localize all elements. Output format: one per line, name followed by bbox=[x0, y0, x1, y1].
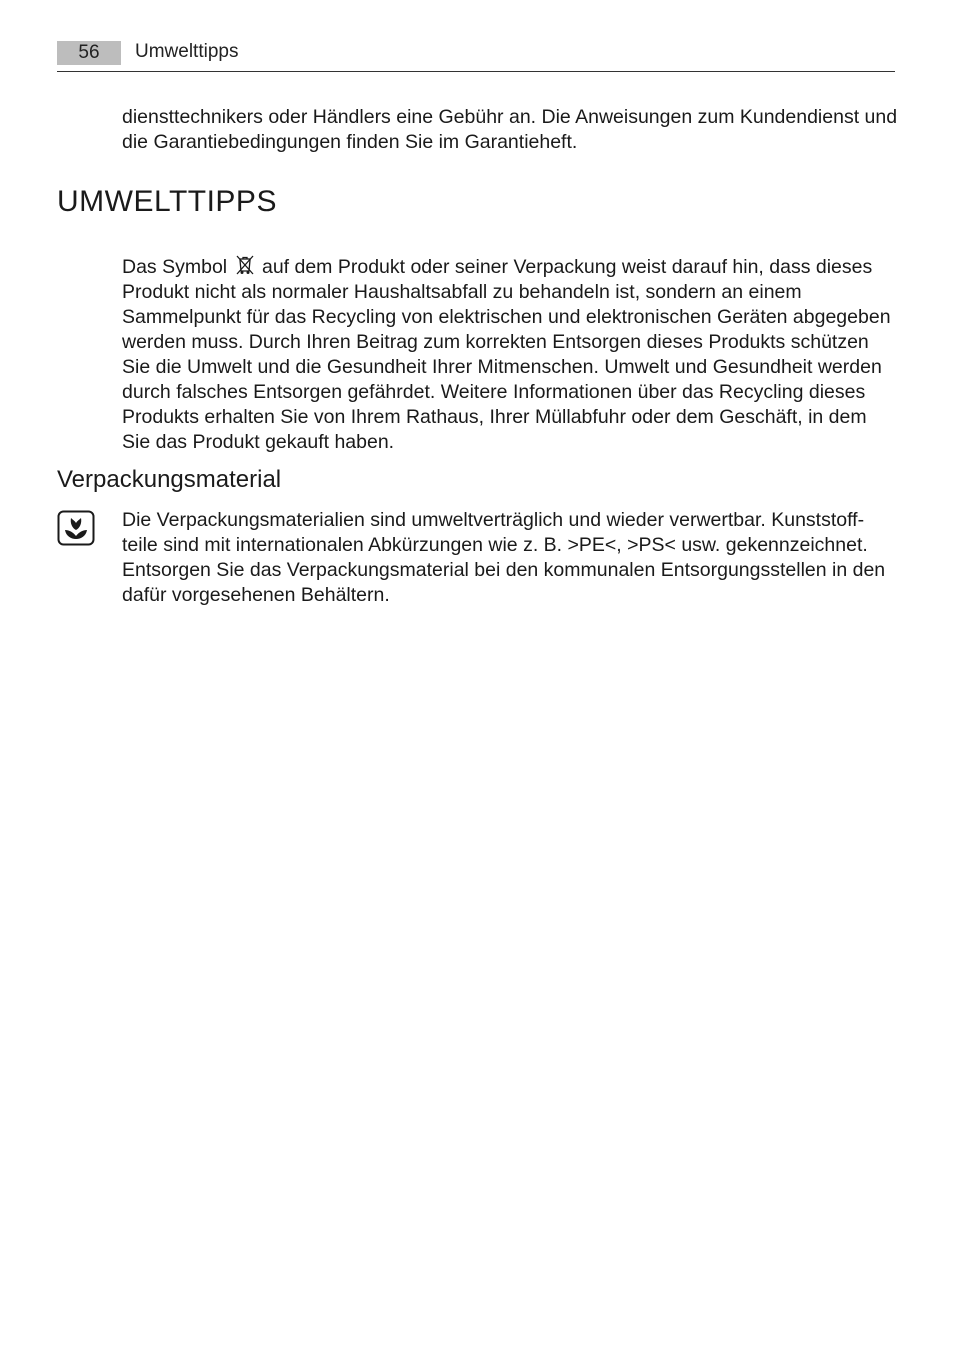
packaging-paragraph: Die Verpackungsmaterialien sind umweltverträglich und wieder verwertbar. Kunststoff-teile sind mit internationalen Abkürzungen wie z. B. >PE<, >PS< usw. gekennzeichnet. Entsorgen Sie das Verpackungsmaterial bei den kommunalen Entsorgungsstellen in den dafür vorgesehenen Behältern. bbox=[122, 509, 886, 606]
packaging-title: Verpackungsmaterial bbox=[57, 466, 282, 493]
page-number: 56 bbox=[57, 41, 121, 65]
intro-paragraph: diensttechnikers oder Händlers eine Gebühr an. Die Anweisungen zum Kundendienst und die Garantiebedingungen finden Sie im Garantieheft. bbox=[122, 106, 898, 153]
section-title: UMWELTTIPPS bbox=[57, 185, 277, 218]
environment-flower-icon bbox=[57, 510, 95, 546]
disposal-paragraph bbox=[122, 254, 898, 455]
disposal-text-start: Das Symbol bbox=[122, 256, 228, 278]
crossed-out-wheelie-bin-icon bbox=[235, 254, 255, 276]
header-section-name: Umwelttipps bbox=[135, 41, 239, 62]
disposal-text-rest: auf dem Produkt oder seiner Verpackung weist darauf hin, dass dieses Produkt nicht als normaler Haushaltsabfall zu behandeln ist, sondern an einem Sammelpunkt für das Recycling von elektrischen und elektronischen Geräten abgegeben werden muss. Durch Ihren Beitrag zum korrekten Entsorgen dieses Produkts schützen Sie die Umwelt und die Gesundheit Ihrer Mitmenschen. Umwelt und Gesundheit werden durch falsches Entsorgen gefährdet. Weitere Informationen über das Recycling dieses Produkts erhalten Sie von Ihrem Rathaus, Ihrer Müllabfuhr oder dem Geschäft, in dem Sie das Produkt gekauft haben. bbox=[122, 256, 891, 453]
page-header bbox=[57, 40, 895, 72]
